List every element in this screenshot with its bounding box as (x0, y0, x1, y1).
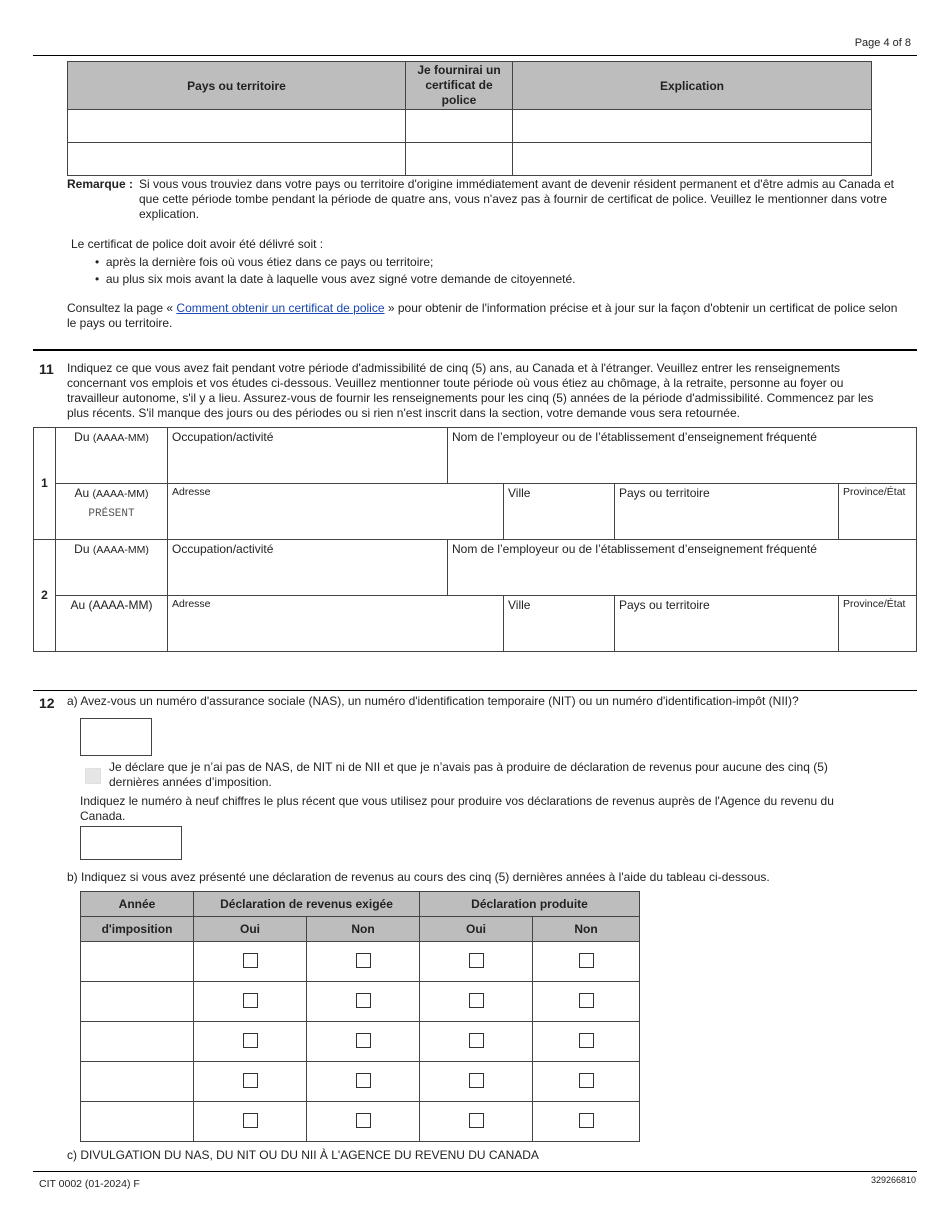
date-format: (AAAA-MM) (92, 488, 149, 500)
consult-text: » pour obtenir de l'information précise et à jour sur la façon d'obtenir un certificat de police selon le pays ou territoire. (67, 301, 898, 330)
province-field[interactable]: Province/État (838, 595, 917, 652)
header-divider (33, 55, 917, 56)
produite-oui-checkbox[interactable] (469, 953, 484, 968)
province-field[interactable]: Province/État (838, 483, 917, 540)
section12-b-question: b) Indiquez si vous avez présenté une déclaration de revenus au cours des cinq (5) dernières années à l'aide du tableau ci-dessous. (67, 870, 770, 884)
exigee-non-checkbox[interactable] (356, 993, 371, 1008)
produite-non-checkbox[interactable] (579, 993, 594, 1008)
remarque-text: Si vous vous trouviez dans votre pays ou territoire d'origine immédiatement avant de devenir résident permanent et d'être admis au Canada et que cette période tombe pendant la période de quatre ans, vous n'avez pas à fournir de certificat de police. Veuillez le mentionner dans votre explication. (139, 177, 894, 221)
exigee-non-checkbox[interactable] (356, 1113, 371, 1128)
du-field[interactable] (55, 427, 168, 484)
col-header-oui: Oui (194, 917, 307, 942)
produite-non-checkbox[interactable] (579, 1033, 594, 1048)
nine-digit-instructions: Indiquez le numéro à neuf chiffres le plus récent que vous utilisez pour produire vos déclarations de revenus auprès de l'Agence du revenu du Canada. (80, 794, 834, 823)
au-value: PRÉSENT (88, 508, 135, 520)
au-field[interactable]: Au (AAAA-MM) (55, 595, 168, 652)
section12-c-heading: c) DIVULGATION DU NAS, DU NIT OU DU NII À L'AGENCE DU REVENU DU CANADA (67, 1148, 539, 1162)
du-field[interactable] (55, 539, 168, 596)
col-header-produite: Déclaration produite (420, 892, 640, 917)
section-number: 11 (39, 361, 54, 377)
exigee-oui-checkbox[interactable] (243, 1033, 258, 1048)
form-id: CIT 0002 (01-2024) F (39, 1178, 140, 1190)
section12-a-question: a) Avez-vous un numéro d'assurance sociale (NAS), un numéro d'identification temporaire (NIT) ou un numéro d'identification-impôt (NII)? (67, 694, 799, 708)
produite-oui-checkbox[interactable] (469, 1073, 484, 1088)
produite-non-checkbox[interactable] (579, 1073, 594, 1088)
year-input[interactable] (81, 1062, 194, 1102)
city-field[interactable]: Ville (503, 595, 615, 652)
produite-non-checkbox[interactable] (579, 1113, 594, 1128)
section11-instructions: Indiquez ce que vous avez fait pendant votre période d'admissibilité de cinq (5) ans, au Canada et à l'étranger. Veuillez entrer les renseignements concernant vos emplois et vos études ci-dessous. Veuillez mentionner toute période où vous étiez au chômage, à la retraite, personne au foyer ou travailleur autonome, s'il y a lieu. Assurez-vous de fournir les renseignements pour les cinq (5) années de la période d'admissibilité. Commencez par les plus récents. S'il manque des jours ou des périodes ou si rien n'est inscrit dans la section, votre demande vous sera retournée. (67, 361, 874, 420)
exigee-oui-checkbox[interactable] (243, 953, 258, 968)
list-item: • après la dernière fois où vous étiez dans ce pays ou territoire; (95, 255, 434, 269)
col-header-pays: Pays ou territoire (68, 62, 406, 110)
produite-oui-checkbox[interactable] (469, 993, 484, 1008)
explication-input[interactable] (513, 143, 872, 176)
remarque-label: Remarque : (67, 177, 134, 191)
footer-divider (33, 1171, 917, 1172)
occupation-field[interactable]: Occupation/activité (167, 427, 448, 484)
date-format: (AAAA-MM) (92, 544, 149, 556)
table-row (81, 942, 640, 982)
declare-text: Je déclare que je n’ai pas de NAS, de NIT ni de NII et que je n’avais pas à produire de déclaration de revenus pour aucune des cinq (5) dernières années d’imposition. (109, 760, 828, 789)
table-row (81, 1062, 640, 1102)
address-field[interactable]: Adresse (167, 483, 504, 540)
certificat-intro: Le certificat de police doit avoir été délivré soit : (71, 237, 324, 251)
occupation-field[interactable]: Occupation/activité (167, 539, 448, 596)
nine-digit-input[interactable] (80, 826, 182, 860)
doc-number: 329266810 (870, 1175, 916, 1185)
year-input[interactable] (81, 982, 194, 1022)
entry-index: 1 (41, 476, 48, 490)
police-certificate-table (67, 61, 872, 176)
exigee-non-checkbox[interactable] (356, 1073, 371, 1088)
table-row (81, 1102, 640, 1142)
au-label: Au (74, 486, 90, 500)
date-format: (AAAA-MM) (92, 432, 149, 444)
certificat-input[interactable] (406, 110, 513, 143)
year-input[interactable] (81, 942, 194, 982)
col-header-year-2: d'imposition (81, 917, 194, 942)
exigee-non-checkbox[interactable] (356, 953, 371, 968)
col-header-explication: Explication (513, 62, 872, 110)
sin-yes-input[interactable] (80, 718, 152, 756)
pays-input[interactable] (68, 143, 406, 176)
section-divider (33, 349, 917, 351)
col-header-non: Non (533, 917, 640, 942)
col-header-certificat: Je fournirai un certificat de police (406, 62, 513, 110)
section-number: 12 (39, 695, 55, 711)
police-certificate-link[interactable]: Comment obtenir un certificat de police (176, 301, 385, 315)
consult-text: Consultez la page « (67, 301, 177, 315)
city-field[interactable]: Ville (503, 483, 615, 540)
list-item: • au plus six mois avant la date à laquelle vous avez signé votre demande de citoyenneté. (95, 272, 576, 286)
certificat-input[interactable] (406, 143, 513, 176)
produite-oui-checkbox[interactable] (469, 1113, 484, 1128)
col-header-non: Non (307, 917, 420, 942)
tax-declaration-table (80, 891, 640, 1142)
year-input[interactable] (81, 1022, 194, 1062)
section-divider (33, 690, 917, 691)
exigee-oui-checkbox[interactable] (243, 993, 258, 1008)
country-field[interactable]: Pays ou territoire (614, 595, 839, 652)
du-label: Du (74, 430, 90, 444)
country-field[interactable]: Pays ou territoire (614, 483, 839, 540)
entry-index-cell (33, 427, 56, 540)
explication-input[interactable] (513, 110, 872, 143)
employer-field[interactable]: Nom de l’employeur ou de l’établissement d’enseignement fréquenté (447, 427, 917, 484)
employer-field[interactable]: Nom de l’employeur ou de l’établissement d’enseignement fréquenté (447, 539, 917, 596)
exigee-oui-checkbox[interactable] (243, 1113, 258, 1128)
declare-checkbox[interactable] (85, 768, 101, 784)
page-number: Page 4 of 8 (854, 37, 911, 49)
entry-index: 2 (41, 588, 48, 602)
bullet-text: après la dernière fois où vous étiez dans ce pays ou territoire; (105, 255, 434, 269)
table-row (81, 1022, 640, 1062)
table-row (81, 982, 640, 1022)
entry-index-cell (33, 539, 56, 652)
col-header-exigee: Déclaration de revenus exigée (194, 892, 420, 917)
exigee-non-checkbox[interactable] (356, 1033, 371, 1048)
address-field[interactable]: Adresse (167, 595, 504, 652)
col-header-oui: Oui (420, 917, 533, 942)
au-field[interactable] (55, 483, 168, 540)
year-input[interactable] (81, 1102, 194, 1142)
table-row (68, 110, 872, 143)
consult-paragraph (67, 301, 907, 331)
bullet-text: au plus six mois avant la date à laquelle vous avez signé votre demande de citoyenneté. (105, 272, 576, 286)
du-label: Du (74, 542, 90, 556)
table-row (68, 143, 872, 176)
col-header-year: Année (81, 892, 194, 917)
pays-input[interactable] (68, 110, 406, 143)
exigee-oui-checkbox[interactable] (243, 1073, 258, 1088)
produite-oui-checkbox[interactable] (469, 1033, 484, 1048)
produite-non-checkbox[interactable] (579, 953, 594, 968)
